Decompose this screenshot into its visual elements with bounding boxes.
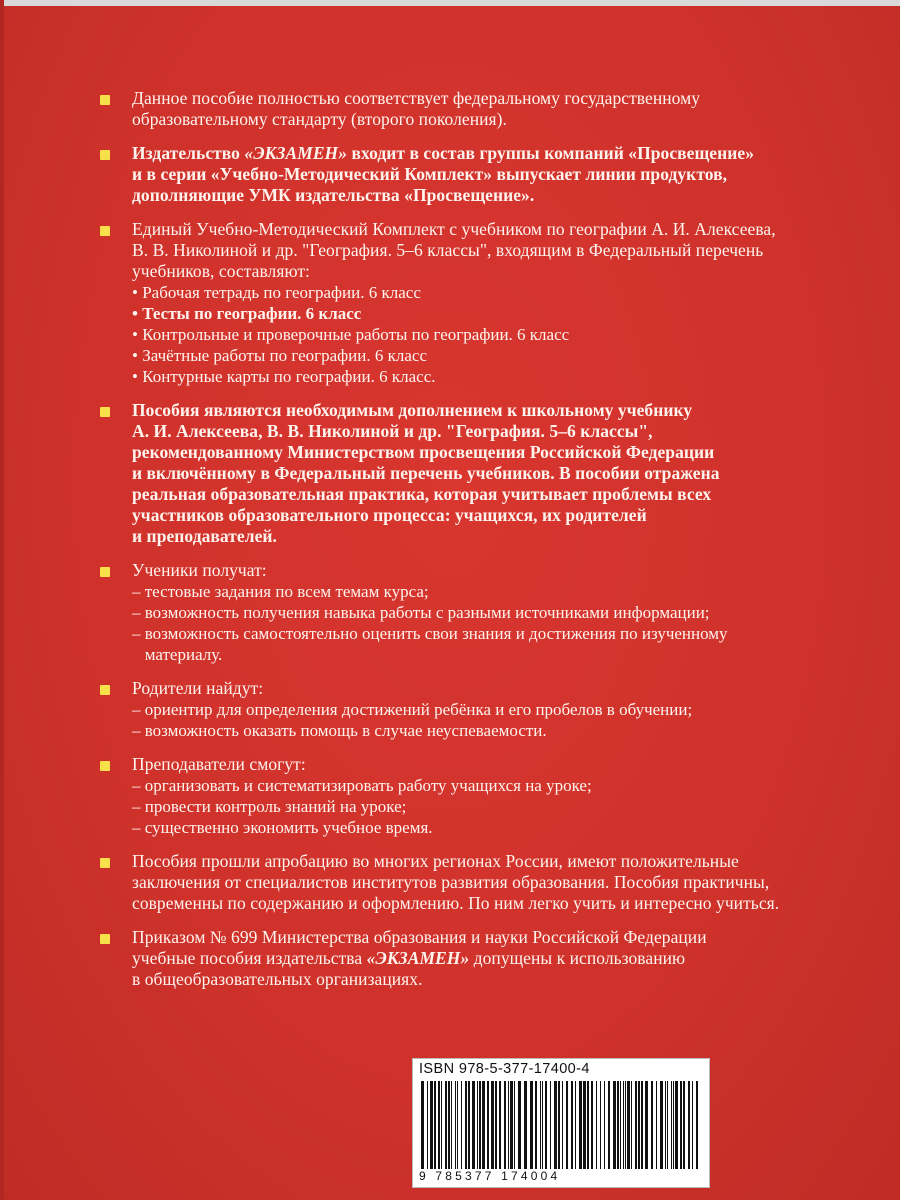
- text-line: и в серии «Учебно-Методический Комплект» выпускает линии продуктов,: [132, 164, 728, 184]
- section-publisher: [96, 143, 886, 206]
- text-line: Пособия являются необходимым дополнением к школьному учебнику: [132, 400, 693, 420]
- yellow-square-bullet-icon: [100, 685, 110, 695]
- cover-text: [96, 88, 886, 1003]
- text-line: А. И. Алексеева, В. В. Николиной и др. "География. 5–6 классы",: [132, 421, 653, 441]
- section-teachers: [96, 754, 886, 838]
- text-line: Данное пособие полностью соответствует федеральному государственному: [132, 88, 701, 108]
- section-parents: [96, 678, 886, 741]
- text-line: дополняющие УМК издательства «Просвещение».: [132, 185, 535, 205]
- text-line: реальная образовательная практика, которая учитывает проблемы всех: [132, 484, 712, 504]
- yellow-square-bullet-icon: [100, 858, 110, 868]
- list-item: – возможность самостоятельно оценить свои знания и достижения по изученному: [132, 624, 728, 643]
- isbn-barcode-box: [412, 1058, 710, 1188]
- isbn-label: ISBN 978-5-377-17400-4: [419, 1061, 590, 1077]
- text-line: рекомендованному Министерством просвещения Российской Федерации: [132, 442, 715, 462]
- text-fragment: Издательство: [132, 143, 245, 163]
- list-item-current: • Тесты по географии. 6 класс: [132, 304, 362, 323]
- list-item: • Контурные карты по географии. 6 класс.: [132, 367, 436, 386]
- barcode-icon: [419, 1081, 703, 1169]
- section-description: [96, 400, 886, 547]
- text-fragment: допущены к использованию: [469, 948, 686, 968]
- yellow-square-bullet-icon: [100, 934, 110, 944]
- list-item: • Рабочая тетрадь по географии. 6 класс: [132, 283, 421, 302]
- list-item: – тестовые задания по всем темам курса;: [132, 582, 429, 601]
- text-line: Единый Учебно-Методический Комплект с учебником по географии А. И. Алексеева,: [132, 219, 776, 239]
- text-line: современны по содержанию и оформлению. По ним легко учить и интересно учиться.: [132, 893, 780, 913]
- section-students: [96, 560, 886, 665]
- text-line: Приказом № 699 Министерства образования и науки Российской Федерации: [132, 927, 707, 947]
- yellow-square-bullet-icon: [100, 226, 110, 236]
- text-line: в общеобразовательных организациях.: [132, 969, 423, 989]
- page-edge-top: [0, 0, 900, 6]
- list-item: – ориентир для определения достижений ребёнка и его пробелов в обучении;: [132, 700, 693, 719]
- yellow-square-bullet-icon: [100, 407, 110, 417]
- text-line: и включённому в Федеральный перечень учебников. В пособии отражена: [132, 463, 720, 483]
- text-fragment: учебные пособия издательства: [132, 948, 367, 968]
- section-fgos: [96, 88, 886, 130]
- text-line: участников образовательного процесса: учащихся, их родителей: [132, 505, 647, 525]
- text-line: В. В. Николиной и др. "География. 5–6 классы", входящим в Федеральный перечень: [132, 240, 764, 260]
- list-item: – провести контроль знаний на уроке;: [132, 797, 407, 816]
- text-line: и преподавателей.: [132, 526, 277, 546]
- section-umk: [96, 219, 886, 387]
- text-line: образовательному стандарту (второго поколения).: [132, 109, 507, 129]
- text-line: учебников, составляют:: [132, 261, 310, 281]
- list-item: • Контрольные и проверочные работы по географии. 6 класс: [132, 325, 570, 344]
- text-line: [132, 948, 886, 969]
- text-line: Родители найдут:: [132, 678, 264, 698]
- yellow-square-bullet-icon: [100, 761, 110, 771]
- list-item: материалу.: [132, 645, 223, 664]
- list-item: – организовать и систематизировать работу учащихся на уроке;: [132, 776, 592, 795]
- text-line: Пособия прошли апробацию во многих регионах России, имеют положительные: [132, 851, 739, 871]
- publisher-name: «ЭКЗАМЕН»: [244, 143, 348, 163]
- yellow-square-bullet-icon: [100, 150, 110, 160]
- section-approbation: [96, 851, 886, 914]
- list-item: • Зачётные работы по географии. 6 класс: [132, 346, 427, 365]
- list-item: – существенно экономить учебное время.: [132, 818, 433, 837]
- page-edge-left: [0, 0, 4, 1200]
- text-line: Преподаватели смогут:: [132, 754, 306, 774]
- text-fragment: входит в состав группы компаний «Просвещение»: [347, 143, 754, 163]
- yellow-square-bullet-icon: [100, 95, 110, 105]
- list-item: – возможность оказать помощь в случае неуспеваемости.: [132, 721, 547, 740]
- section-order: [96, 927, 886, 990]
- yellow-square-bullet-icon: [100, 567, 110, 577]
- text-line: Ученики получат:: [132, 560, 267, 580]
- publisher-name: «ЭКЗАМЕН»: [366, 948, 470, 968]
- text-line: [132, 143, 886, 164]
- barcode-digits: 9 785377 174004: [419, 1169, 561, 1183]
- list-item: – возможность получения навыка работы с разными источниками информации;: [132, 603, 710, 622]
- text-line: заключения от специалистов институтов развития образования. Пособия практичны,: [132, 872, 770, 892]
